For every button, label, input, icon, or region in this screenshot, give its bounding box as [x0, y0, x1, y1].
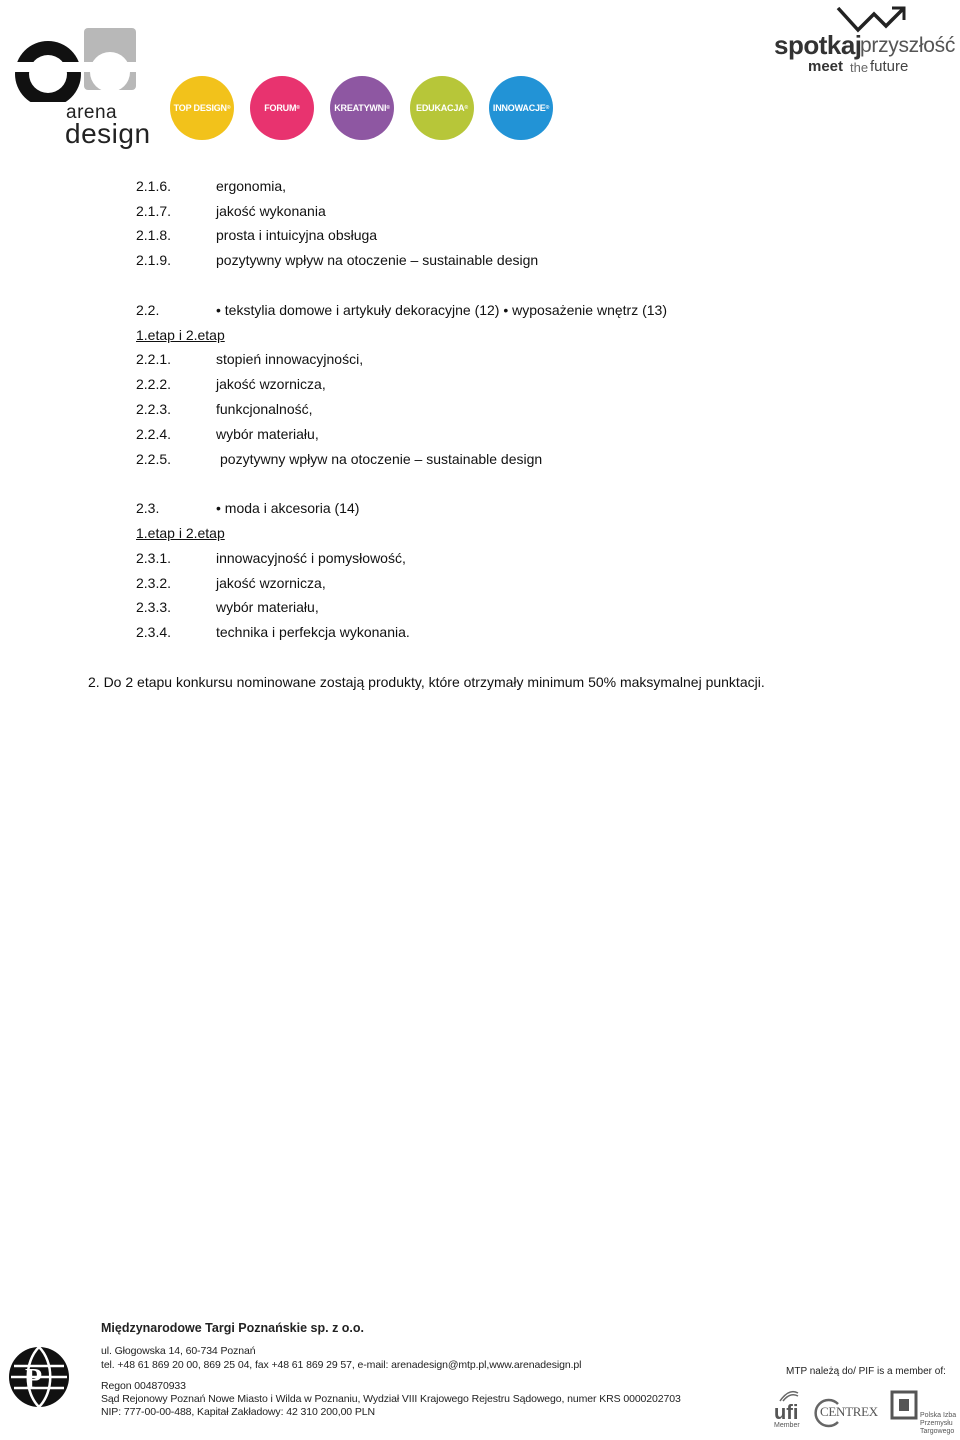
member-of-label: MTP należą do/ PIF is a member of: — [786, 1366, 946, 1377]
circle-forum: FORUM ® — [250, 76, 314, 140]
logo-design-text: design — [65, 118, 151, 149]
ad-mark-icon — [8, 22, 148, 102]
mtp-globe-logo — [6, 1344, 72, 1410]
svg-text:P: P — [25, 1364, 43, 1395]
final-paragraph: 2. Do 2 etapu konkursu nominowane zostają produkty, które otrzymały minimum 50% maksymalnej punktacji. — [88, 674, 765, 690]
circle-top-design: TOP DESIGN ® — [170, 76, 234, 140]
footer-contact: tel. +48 61 869 20 00, 869 25 04, fax +48 61 869 29 57, e-mail: arenadesign@mtp.pl,www.arenadesign.pl — [101, 1359, 582, 1371]
logo-arena-text: arena — [66, 102, 118, 123]
spotkaj-text: spotkaj — [774, 30, 862, 60]
przyszlosc-text: przyszłość — [860, 34, 956, 57]
centrex-logo: CENTREX — [812, 1398, 884, 1428]
the-text: the — [850, 60, 869, 75]
footer-regon: Regon 004870933 — [101, 1380, 186, 1392]
footer-address: ul. Głogowska 14, 60-734 Poznań — [101, 1345, 256, 1357]
pit-logo: Polska Izba Przemysłu Targowego — [890, 1390, 960, 1436]
circle-edukacja: EDUKACJA ® — [410, 76, 474, 140]
future-text: future — [870, 58, 909, 75]
circle-kreatywni: KREATYWNI ® — [330, 76, 394, 140]
footer-court: Sąd Rejonowy Poznań Nowe Miasto i Wilda w Poznaniu, Wydział VIII Krajowego Rejestru Sądowego, numer KRS 0000202703 — [101, 1393, 681, 1405]
footer-company: Międzynarodowe Targi Poznańskie sp. z o.o. — [101, 1321, 365, 1335]
globe-icon — [6, 1344, 72, 1410]
circle-innowacje: INNOWACJE ® — [489, 76, 553, 140]
stage-link[interactable]: 1.etap i 2.etap — [136, 525, 225, 541]
ufi-arcs-icon — [778, 1388, 800, 1402]
meet-text: meet — [808, 58, 844, 75]
stage-link[interactable]: 1.etap i 2.etap — [136, 327, 225, 343]
arena-design-logo — [8, 22, 151, 150]
spotkaj-przyszlosc-logo — [770, 4, 956, 78]
footer-nip: NIP: 777-00-00-488, Kapitał Zakładowy: 42 310 200,00 PLN — [101, 1406, 375, 1418]
ufi-logo: ufi Member — [772, 1388, 806, 1432]
category-circles — [170, 76, 570, 142]
pit-mark-icon — [890, 1390, 918, 1420]
